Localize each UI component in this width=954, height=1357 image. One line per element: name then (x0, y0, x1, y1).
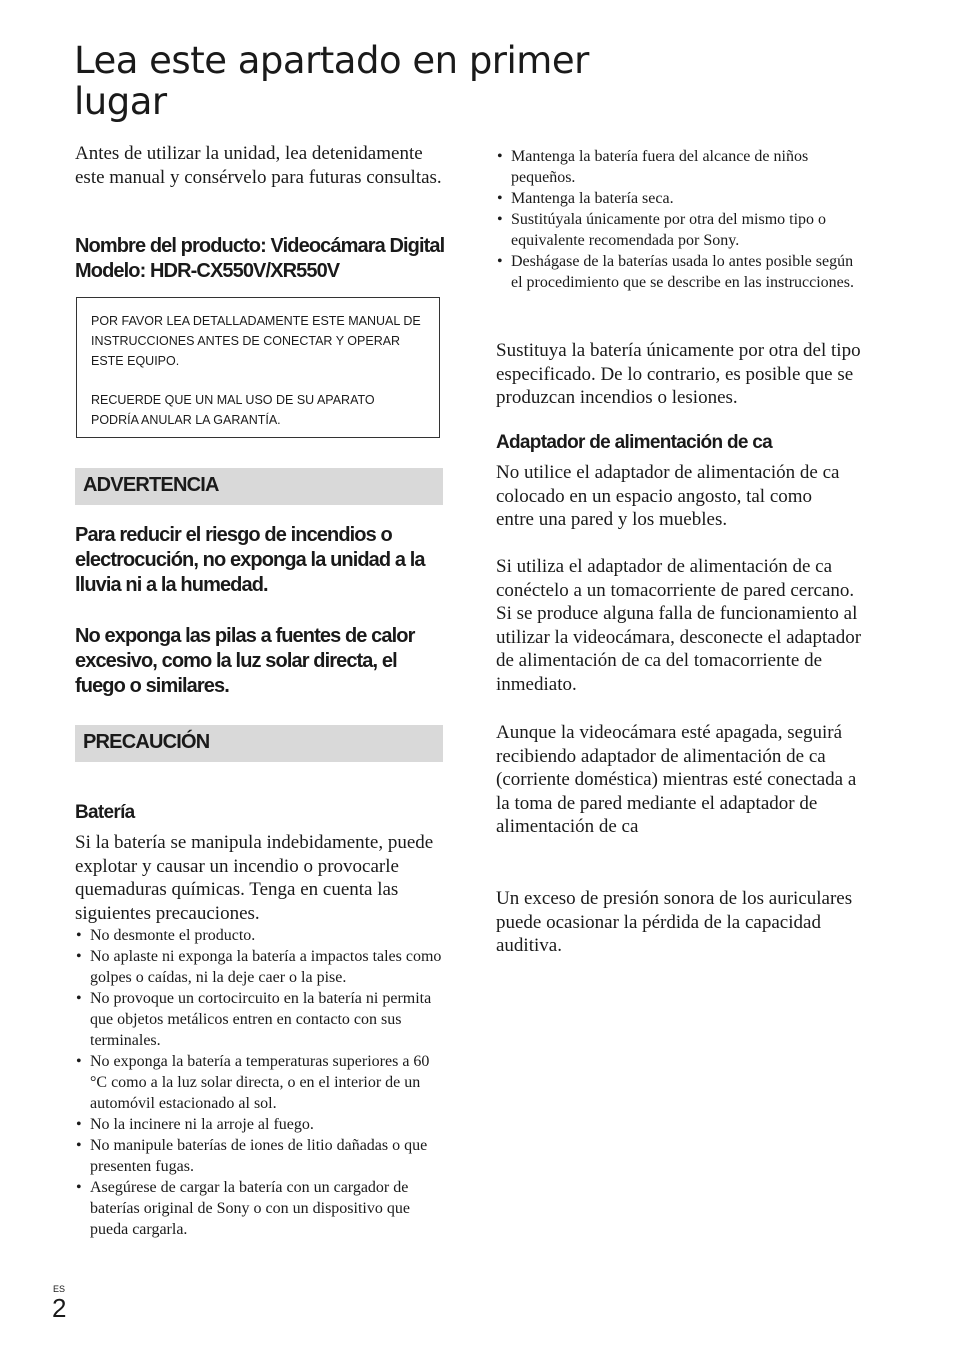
list-item: • No desmonte el producto. (75, 925, 447, 946)
product-model: Modelo: HDR-CX550V/XR550V (75, 260, 340, 282)
precaucion-band (75, 725, 443, 762)
sustituya-paragraph: Sustituya la batería únicamente por otra del tipo especificado. De lo contrario, es posible que se produzcan incendios o lesiones. (496, 340, 861, 408)
notice-line-2: RECUERDE QUE UN MAL USO DE SU APARATO PODRÍA ANULAR LA GARANTÍA. (91, 393, 375, 427)
list-item: • No la incinere ni la arroje al fuego. (75, 1114, 447, 1135)
list-item: • Mantenga la batería seca. (496, 188, 866, 209)
advertencia-para-1: Para reducir el riesgo de incendios o electrocución, no exponga la unidad a la lluvia ni a la humedad. (75, 524, 425, 596)
list-item: • No aplaste ni exponga la batería a impactos tales como golpes o caídas, ni la deje caer o la pise. (75, 946, 447, 988)
product-name: Nombre del producto: Videocámara Digital (75, 235, 445, 257)
page-title: Lea este apartado en primer lugar (74, 39, 589, 123)
notice-box (76, 297, 440, 438)
adaptador-para-1: No utilice el adaptador de alimentación de ca colocado en un espacio angosto, tal como entre una pared y los muebles. (496, 462, 840, 530)
advertencia-heading: ADVERTENCIA (83, 474, 219, 496)
list-item: • No exponga la batería a temperaturas superiores a 60 °C como a la luz solar directa, o en el interior de un automóvil estacionado al sol. (75, 1051, 447, 1114)
advertencia-para-2: No exponga las pilas a fuentes de calor excesivo, como la luz solar directa, el fuego o similares. (75, 625, 415, 697)
page-number: 2 (52, 1293, 67, 1323)
bateria-bullets-right (496, 146, 866, 293)
list-item: • No provoque un cortocircuito en la batería ni permita que objetos metálicos entren en contacto con sus terminales. (75, 988, 447, 1051)
adaptador-heading: Adaptador de alimentación de ca (496, 432, 773, 453)
adaptador-para-3: Aunque la videocámara esté apagada, seguirá recibiendo adaptador de alimentación de ca (corriente doméstica) mientras esté conectada a la toma de pared mediante el adaptador de alimentación de ca (496, 722, 857, 837)
list-item: • Sustitúyala únicamente por otra del mismo tipo o equivalente recomendada por Sony. (496, 209, 866, 251)
intro-paragraph: Antes de utilizar la unidad, lea detenidamente este manual y consérvelo para futuras consultas. (75, 143, 442, 188)
advertencia-band (75, 468, 443, 505)
notice-line-1: POR FAVOR LEA DETALLADAMENTE ESTE MANUAL DE INSTRUCCIONES ANTES DE CONECTAR Y OPERAR ESTE EQUIPO. (91, 314, 421, 368)
list-item: • Mantenga la batería fuera del alcance de niños pequeños. (496, 146, 866, 188)
precaucion-heading: PRECAUCIÓN (83, 731, 210, 753)
list-item: • No manipule baterías de iones de litio dañadas o que presenten fugas. (75, 1135, 447, 1177)
bateria-intro: Si la batería se manipula indebidamente, puede explotar y causar un incendio o provocarle quemaduras químicas. Tenga en cuenta las siguientes precauciones. (75, 832, 434, 924)
bateria-bullets-left (75, 925, 447, 1240)
bateria-heading: Batería (75, 802, 135, 823)
product-info (75, 234, 445, 284)
adaptador-para-2: Si utiliza el adaptador de alimentación de ca conéctelo a un tomacorriente de pared cercano. Si se produce alguna falla de funcionamiento al utilizar la videocámara, desconecte el adaptador de alimentación de ca del tomacorriente de inmediato. (496, 556, 862, 695)
list-item: • Deshágase de la baterías usada lo antes posible según el procedimiento que se describe en las instrucciones. (496, 251, 866, 293)
page-language-label: ES (53, 1284, 66, 1294)
list-item: • Asegúrese de cargar la batería con un cargador de baterías original de Sony o con un dispositivo que pueda cargarla. (75, 1177, 447, 1240)
adaptador-para-4: Un exceso de presión sonora de los auriculares puede ocasionar la pérdida de la capacidad auditiva. (496, 888, 853, 956)
